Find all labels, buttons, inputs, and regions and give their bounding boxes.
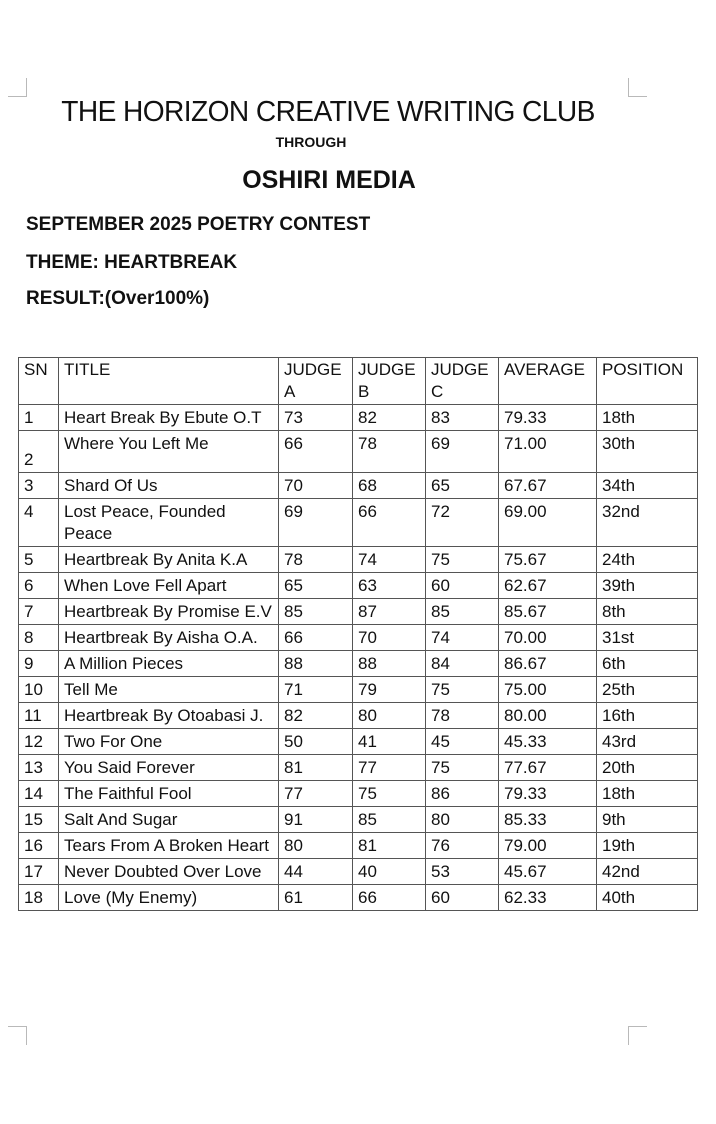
table-cell: 3 — [19, 473, 59, 499]
table-cell: 60 — [426, 885, 499, 911]
table-cell: 7 — [19, 599, 59, 625]
column-header: SN — [19, 358, 59, 405]
table-cell: Shard Of Us — [59, 473, 279, 499]
table-cell: 75 — [426, 755, 499, 781]
table-row — [19, 859, 698, 885]
table-cell: Salt And Sugar — [59, 807, 279, 833]
table-cell: 81 — [279, 755, 353, 781]
table-cell: 41 — [353, 729, 426, 755]
table-cell: 77.67 — [499, 755, 597, 781]
table-cell: 9th — [597, 807, 698, 833]
result-label: RESULT:(Over100%) — [26, 288, 210, 309]
table-cell: 12 — [19, 729, 59, 755]
table-cell: 71.00 — [499, 431, 597, 473]
table-cell: 19th — [597, 833, 698, 859]
table-cell: 4 — [19, 499, 59, 547]
table-cell: 70 — [279, 473, 353, 499]
table-row — [19, 833, 698, 859]
table-cell: 78 — [353, 431, 426, 473]
club-title: THE HORIZON CREATIVE WRITING CLUB — [61, 96, 595, 128]
table-cell: 73 — [279, 405, 353, 431]
table-cell: 61 — [279, 885, 353, 911]
contest-title: SEPTEMBER 2025 POETRY CONTEST — [26, 214, 371, 235]
table-cell: 20th — [597, 755, 698, 781]
table-cell: 30th — [597, 431, 698, 473]
table-cell: 75 — [426, 677, 499, 703]
table-row — [19, 703, 698, 729]
page-corner-mark — [8, 1026, 27, 1045]
table-cell: 65 — [426, 473, 499, 499]
column-header: JUDGE C — [426, 358, 499, 405]
table-cell: 81 — [353, 833, 426, 859]
table-cell: Heartbreak By Promise E.V — [59, 599, 279, 625]
table-cell: 34th — [597, 473, 698, 499]
table-cell: 16th — [597, 703, 698, 729]
table-cell: 1 — [19, 405, 59, 431]
table-cell: 84 — [426, 651, 499, 677]
table-cell: Tears From A Broken Heart — [59, 833, 279, 859]
table-cell: 68 — [353, 473, 426, 499]
table-header-row — [19, 358, 698, 405]
table-cell: 72 — [426, 499, 499, 547]
table-row — [19, 405, 698, 431]
table-cell: 32nd — [597, 499, 698, 547]
table-cell: 75 — [426, 547, 499, 573]
column-header: TITLE — [59, 358, 279, 405]
table-cell: 13 — [19, 755, 59, 781]
table-cell: 75.00 — [499, 677, 597, 703]
table-cell: You Said Forever — [59, 755, 279, 781]
table-cell: 74 — [353, 547, 426, 573]
table-cell: Heartbreak By Anita K.A — [59, 547, 279, 573]
table-cell: Love (My Enemy) — [59, 885, 279, 911]
table-cell: 42nd — [597, 859, 698, 885]
results-table — [18, 357, 698, 911]
table-row — [19, 807, 698, 833]
table-cell: 40 — [353, 859, 426, 885]
table-cell: 66 — [353, 499, 426, 547]
table-cell: 86.67 — [499, 651, 597, 677]
media-title: OSHIRI MEDIA — [242, 166, 416, 194]
table-cell: 5 — [19, 547, 59, 573]
table-cell: 10 — [19, 677, 59, 703]
table-row — [19, 499, 698, 547]
table-row — [19, 599, 698, 625]
table-cell: When Love Fell Apart — [59, 573, 279, 599]
table-cell: 77 — [353, 755, 426, 781]
table-cell: 15 — [19, 807, 59, 833]
table-cell: 40th — [597, 885, 698, 911]
table-cell: 11 — [19, 703, 59, 729]
table-cell: 80 — [426, 807, 499, 833]
table-cell: 82 — [279, 703, 353, 729]
table-cell: 80 — [279, 833, 353, 859]
table-cell: 43rd — [597, 729, 698, 755]
table-cell: Tell Me — [59, 677, 279, 703]
table-row — [19, 573, 698, 599]
table-cell: 63 — [353, 573, 426, 599]
table-cell: 78 — [426, 703, 499, 729]
table-cell: 6 — [19, 573, 59, 599]
table-cell: 14 — [19, 781, 59, 807]
table-row — [19, 625, 698, 651]
table-row — [19, 729, 698, 755]
table-cell: 82 — [353, 405, 426, 431]
table-cell: 79.33 — [499, 405, 597, 431]
table-cell: 77 — [279, 781, 353, 807]
table-cell: Heart Break By Ebute O.T — [59, 405, 279, 431]
table-cell: Where You Left Me — [59, 431, 279, 473]
table-cell: 31st — [597, 625, 698, 651]
column-header: POSITION — [597, 358, 698, 405]
table-row — [19, 431, 698, 473]
table-cell: 44 — [279, 859, 353, 885]
table-cell: 86 — [426, 781, 499, 807]
table-cell: 45.67 — [499, 859, 597, 885]
table-cell: 69.00 — [499, 499, 597, 547]
table-cell: 69 — [426, 431, 499, 473]
table-row — [19, 473, 698, 499]
table-cell: 16 — [19, 833, 59, 859]
column-header: JUDGE A — [279, 358, 353, 405]
table-cell: 60 — [426, 573, 499, 599]
table-cell: A Million Pieces — [59, 651, 279, 677]
table-cell: Heartbreak By Aisha O.A. — [59, 625, 279, 651]
table-cell: 79.33 — [499, 781, 597, 807]
table-cell: 75 — [353, 781, 426, 807]
through-label: THROUGH — [275, 134, 347, 150]
table-cell: 85 — [279, 599, 353, 625]
table-cell: 85 — [353, 807, 426, 833]
table-cell: 70 — [353, 625, 426, 651]
table-cell: Never Doubted Over Love — [59, 859, 279, 885]
table-cell: 39th — [597, 573, 698, 599]
table-cell: 66 — [279, 431, 353, 473]
table-cell: 2 — [19, 431, 59, 473]
table-cell: 18th — [597, 781, 698, 807]
table-cell: 67.67 — [499, 473, 597, 499]
table-row — [19, 677, 698, 703]
table-row — [19, 885, 698, 911]
table-cell: 85 — [426, 599, 499, 625]
table-cell: 79.00 — [499, 833, 597, 859]
table-cell: 45.33 — [499, 729, 597, 755]
table-cell: 50 — [279, 729, 353, 755]
table-cell: 88 — [353, 651, 426, 677]
table-cell: 6th — [597, 651, 698, 677]
table-cell: Two For One — [59, 729, 279, 755]
table-cell: 85.67 — [499, 599, 597, 625]
table-cell: 88 — [279, 651, 353, 677]
table-cell: 75.67 — [499, 547, 597, 573]
page-corner-mark — [8, 78, 27, 97]
table-cell: 74 — [426, 625, 499, 651]
table-cell: 69 — [279, 499, 353, 547]
table-cell: 80 — [353, 703, 426, 729]
table-cell: 9 — [19, 651, 59, 677]
table-cell: 18th — [597, 405, 698, 431]
table-cell: 66 — [279, 625, 353, 651]
table-cell: 91 — [279, 807, 353, 833]
table-cell: 87 — [353, 599, 426, 625]
table-cell: 80.00 — [499, 703, 597, 729]
table-cell: 66 — [353, 885, 426, 911]
table-cell: Heartbreak By Otoabasi J. — [59, 703, 279, 729]
table-cell: 78 — [279, 547, 353, 573]
table-cell: 53 — [426, 859, 499, 885]
table-cell: 62.33 — [499, 885, 597, 911]
page-corner-mark — [628, 78, 647, 97]
table-cell: 18 — [19, 885, 59, 911]
table-cell: 76 — [426, 833, 499, 859]
table-cell: 25th — [597, 677, 698, 703]
table-cell: 71 — [279, 677, 353, 703]
table-cell: 85.33 — [499, 807, 597, 833]
table-cell: 8th — [597, 599, 698, 625]
table-cell: 62.67 — [499, 573, 597, 599]
table-cell: Lost Peace, Founded Peace — [59, 499, 279, 547]
table-cell: 17 — [19, 859, 59, 885]
table-row — [19, 755, 698, 781]
table-row — [19, 781, 698, 807]
table-cell: 8 — [19, 625, 59, 651]
table-cell: The Faithful Fool — [59, 781, 279, 807]
table-cell: 79 — [353, 677, 426, 703]
column-header: AVERAGE — [499, 358, 597, 405]
table-cell: 45 — [426, 729, 499, 755]
column-header: JUDGE B — [353, 358, 426, 405]
table-cell: 24th — [597, 547, 698, 573]
table-cell: 70.00 — [499, 625, 597, 651]
table-cell: 65 — [279, 573, 353, 599]
table-row — [19, 651, 698, 677]
theme-label: THEME: HEARTBREAK — [26, 252, 238, 273]
table-cell: 83 — [426, 405, 499, 431]
page-corner-mark — [628, 1026, 647, 1045]
table-row — [19, 547, 698, 573]
